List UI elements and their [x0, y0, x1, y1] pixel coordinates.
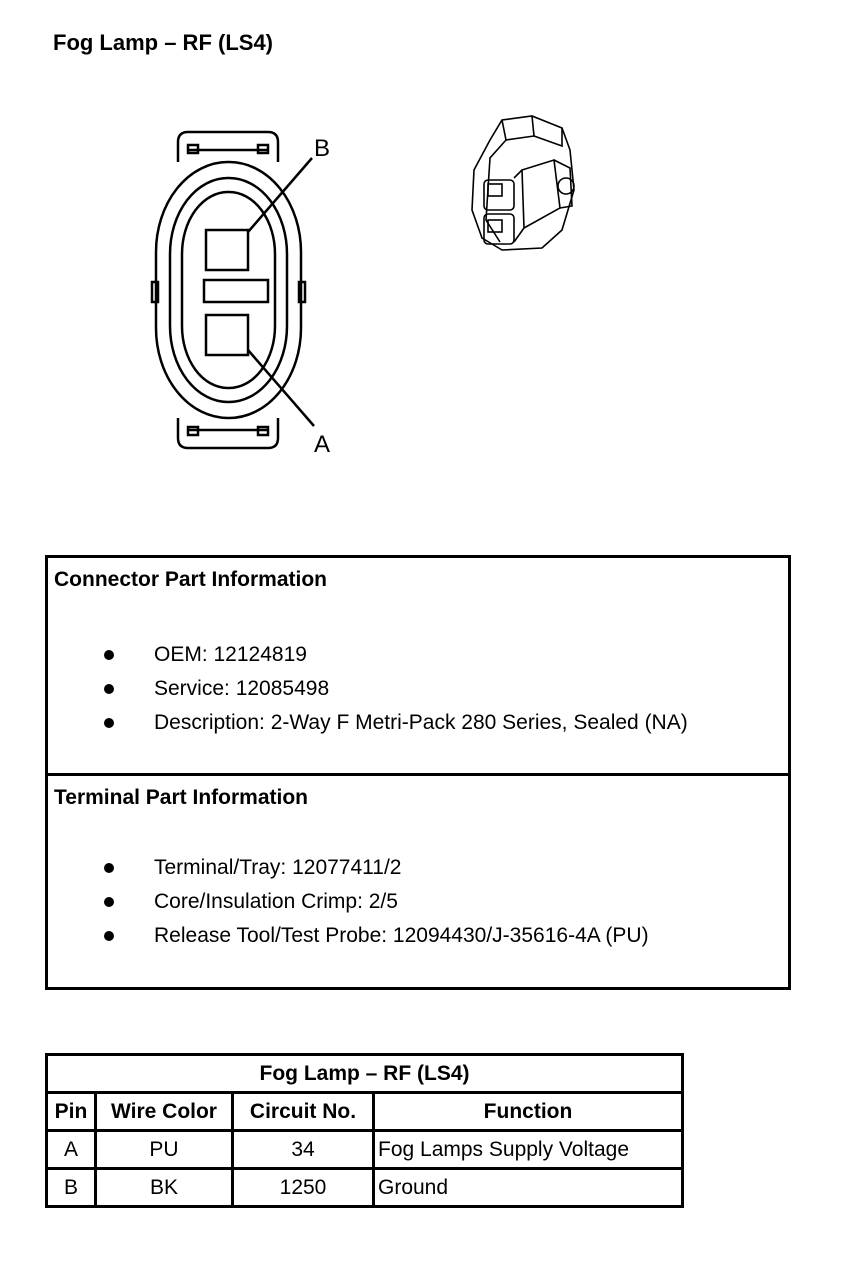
table-row: [47, 1169, 683, 1207]
table-caption-row: [47, 1055, 683, 1093]
header-circuit-no: Circuit No.: [233, 1093, 374, 1131]
bullet-icon: [104, 718, 114, 728]
table-caption: Fog Lamp – RF (LS4): [47, 1055, 683, 1093]
cell-circuit-no: 34: [233, 1131, 374, 1169]
connector-face-diagram: [140, 120, 360, 465]
table-header-row: [47, 1093, 683, 1131]
bullet-icon: [104, 863, 114, 873]
cell-function: Ground: [374, 1169, 683, 1207]
pin-label-b: B: [314, 135, 331, 162]
connector-3d-icon: [462, 110, 592, 260]
connector-info-heading: Connector Part Information: [54, 568, 328, 591]
bullet-icon: [104, 650, 114, 660]
page-title: Fog Lamp – RF (LS4): [53, 30, 273, 55]
header-pin: Pin: [47, 1093, 96, 1131]
header-wire-color: Wire Color: [96, 1093, 233, 1131]
bullet-icon: [104, 931, 114, 941]
part-info-box: [45, 555, 791, 990]
bullet-icon: [104, 684, 114, 694]
cell-pin: B: [47, 1169, 96, 1207]
header-function: Function: [374, 1093, 683, 1131]
bullet-icon: [104, 897, 114, 907]
cell-circuit-no: 1250: [233, 1169, 374, 1207]
terminal-info-heading: Terminal Part Information: [54, 786, 308, 809]
pin-label-a: A: [314, 431, 331, 458]
table-row: [47, 1131, 683, 1169]
cell-pin: A: [47, 1131, 96, 1169]
terminal-part-info: Terminal Part Information Terminal/Tray: 12077411/2 Core/Insulation Crimp: 2/5 Release Tool/Test Probe: 12094430/J-35616-4A (PU): [54, 786, 649, 947]
cell-wire-color: BK: [96, 1169, 233, 1207]
pin-table: [45, 1053, 684, 1208]
cell-wire-color: PU: [96, 1131, 233, 1169]
connector-part-info: Connector Part Information OEM: 12124819 Service: 12085498 Description: 2-Way F Metri-Pack 280 Series, Sealed (NA): [48, 558, 788, 776]
cell-function: Fog Lamps Supply Voltage: [374, 1131, 683, 1169]
